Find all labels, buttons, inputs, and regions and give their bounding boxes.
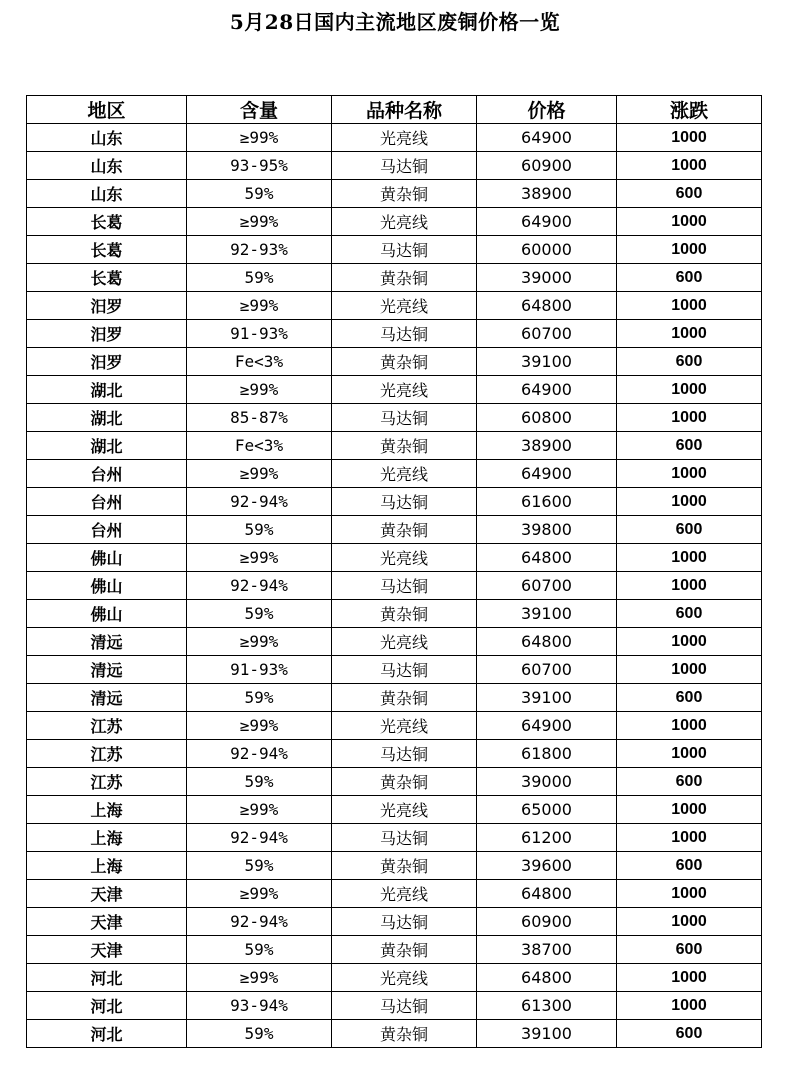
cell-region: 台州: [27, 488, 187, 516]
cell-change: 600: [617, 684, 762, 712]
cell-variety: 黄杂铜: [332, 684, 477, 712]
cell-variety: 黄杂铜: [332, 600, 477, 628]
cell-change: 1000: [617, 656, 762, 684]
header-row: [27, 96, 762, 124]
cell-variety: 光亮线: [332, 208, 477, 236]
cell-variety: 光亮线: [332, 376, 477, 404]
cell-variety: 黄杂铜: [332, 180, 477, 208]
cell-region: 清远: [27, 656, 187, 684]
cell-price: 39100: [477, 684, 617, 712]
page-title: 5月28日国内主流地区废铜价格一览: [229, 10, 561, 34]
cell-region: 清远: [27, 684, 187, 712]
cell-price: 60700: [477, 656, 617, 684]
cell-content: ≥99%: [187, 124, 332, 152]
cell-change: 1000: [617, 712, 762, 740]
cell-content: 59%: [187, 852, 332, 880]
table-row: [27, 992, 762, 1020]
table-row: [27, 320, 762, 348]
table-row: [27, 180, 762, 208]
cell-change: 600: [617, 1020, 762, 1048]
cell-content: 91-93%: [187, 656, 332, 684]
cell-content: 92-94%: [187, 824, 332, 852]
cell-change: 1000: [617, 320, 762, 348]
table-row: [27, 516, 762, 544]
header-content: 含量: [187, 96, 332, 124]
table-row: [27, 572, 762, 600]
cell-variety: 马达铜: [332, 152, 477, 180]
cell-price: 64900: [477, 460, 617, 488]
cell-content: 92-94%: [187, 908, 332, 936]
cell-price: 39100: [477, 600, 617, 628]
cell-region: 佛山: [27, 544, 187, 572]
cell-change: 1000: [617, 908, 762, 936]
cell-content: ≥99%: [187, 376, 332, 404]
cell-variety: 马达铜: [332, 404, 477, 432]
cell-content: 59%: [187, 684, 332, 712]
cell-price: 38900: [477, 432, 617, 460]
cell-variety: 马达铜: [332, 572, 477, 600]
cell-change: 1000: [617, 208, 762, 236]
cell-change: 1000: [617, 796, 762, 824]
cell-price: 60800: [477, 404, 617, 432]
table-row: [27, 852, 762, 880]
table-body: [27, 124, 762, 1048]
cell-content: ≥99%: [187, 208, 332, 236]
table-row: [27, 712, 762, 740]
cell-content: 85-87%: [187, 404, 332, 432]
cell-change: 1000: [617, 824, 762, 852]
cell-variety: 黄杂铜: [332, 1020, 477, 1048]
cell-variety: 黄杂铜: [332, 936, 477, 964]
cell-change: 1000: [617, 740, 762, 768]
cell-price: 39100: [477, 348, 617, 376]
cell-change: 600: [617, 768, 762, 796]
cell-price: 64800: [477, 880, 617, 908]
table-header: [27, 96, 762, 124]
cell-variety: 马达铜: [332, 992, 477, 1020]
cell-content: 93-95%: [187, 152, 332, 180]
cell-variety: 马达铜: [332, 236, 477, 264]
cell-variety: 黄杂铜: [332, 432, 477, 460]
cell-price: 64900: [477, 376, 617, 404]
cell-change: 1000: [617, 628, 762, 656]
cell-region: 山东: [27, 180, 187, 208]
table-row: [27, 264, 762, 292]
cell-price: 61600: [477, 488, 617, 516]
cell-price: 61300: [477, 992, 617, 1020]
cell-region: 台州: [27, 460, 187, 488]
table-row: [27, 936, 762, 964]
table-row: [27, 1020, 762, 1048]
cell-region: 清远: [27, 628, 187, 656]
cell-price: 64800: [477, 544, 617, 572]
cell-region: 河北: [27, 992, 187, 1020]
cell-change: 1000: [617, 460, 762, 488]
cell-content: Fe<3%: [187, 432, 332, 460]
table-row: [27, 964, 762, 992]
cell-content: 92-94%: [187, 488, 332, 516]
cell-price: 38900: [477, 180, 617, 208]
cell-price: 39800: [477, 516, 617, 544]
cell-change: 600: [617, 516, 762, 544]
cell-region: 湖北: [27, 404, 187, 432]
cell-price: 64900: [477, 208, 617, 236]
cell-price: 64800: [477, 964, 617, 992]
cell-price: 39000: [477, 264, 617, 292]
cell-content: ≥99%: [187, 460, 332, 488]
cell-variety: 黄杂铜: [332, 348, 477, 376]
cell-region: 汨罗: [27, 292, 187, 320]
cell-change: 1000: [617, 992, 762, 1020]
cell-variety: 光亮线: [332, 964, 477, 992]
cell-change: 600: [617, 180, 762, 208]
cell-region: 山东: [27, 152, 187, 180]
cell-content: 92-94%: [187, 740, 332, 768]
cell-variety: 马达铜: [332, 740, 477, 768]
cell-change: 600: [617, 852, 762, 880]
cell-variety: 光亮线: [332, 124, 477, 152]
cell-change: 1000: [617, 152, 762, 180]
cell-region: 汨罗: [27, 348, 187, 376]
cell-region: 长葛: [27, 264, 187, 292]
price-table: [26, 95, 762, 1048]
cell-variety: 光亮线: [332, 460, 477, 488]
cell-change: 1000: [617, 964, 762, 992]
cell-price: 64900: [477, 124, 617, 152]
cell-region: 江苏: [27, 740, 187, 768]
table-row: [27, 488, 762, 516]
cell-change: 1000: [617, 880, 762, 908]
cell-content: ≥99%: [187, 712, 332, 740]
cell-change: 600: [617, 432, 762, 460]
table-row: [27, 124, 762, 152]
cell-variety: 马达铜: [332, 320, 477, 348]
cell-content: 59%: [187, 600, 332, 628]
header-change: 涨跌: [617, 96, 762, 124]
cell-content: 92-93%: [187, 236, 332, 264]
table-row: [27, 796, 762, 824]
table-row: [27, 292, 762, 320]
cell-content: ≥99%: [187, 796, 332, 824]
cell-change: 600: [617, 936, 762, 964]
cell-variety: 光亮线: [332, 628, 477, 656]
cell-region: 佛山: [27, 600, 187, 628]
cell-price: 60700: [477, 572, 617, 600]
cell-region: 山东: [27, 124, 187, 152]
cell-region: 台州: [27, 516, 187, 544]
cell-price: 61800: [477, 740, 617, 768]
cell-variety: 黄杂铜: [332, 516, 477, 544]
cell-price: 39600: [477, 852, 617, 880]
cell-variety: 黄杂铜: [332, 264, 477, 292]
cell-variety: 光亮线: [332, 544, 477, 572]
cell-region: 上海: [27, 796, 187, 824]
cell-region: 河北: [27, 964, 187, 992]
table-row: [27, 236, 762, 264]
cell-content: ≥99%: [187, 292, 332, 320]
cell-region: 上海: [27, 852, 187, 880]
cell-variety: 黄杂铜: [332, 852, 477, 880]
cell-price: 65000: [477, 796, 617, 824]
table-row: [27, 824, 762, 852]
cell-price: 61200: [477, 824, 617, 852]
header-variety: 品种名称: [332, 96, 477, 124]
cell-change: 1000: [617, 572, 762, 600]
cell-region: 天津: [27, 908, 187, 936]
cell-change: 1000: [617, 236, 762, 264]
table-row: [27, 152, 762, 180]
table-row: [27, 740, 762, 768]
table-row: [27, 628, 762, 656]
cell-content: 59%: [187, 936, 332, 964]
cell-price: 64800: [477, 292, 617, 320]
cell-content: 91-93%: [187, 320, 332, 348]
cell-change: 1000: [617, 404, 762, 432]
cell-region: 河北: [27, 1020, 187, 1048]
cell-price: 64900: [477, 712, 617, 740]
cell-variety: 马达铜: [332, 824, 477, 852]
header-price: 价格: [477, 96, 617, 124]
table-row: [27, 348, 762, 376]
cell-variety: 光亮线: [332, 880, 477, 908]
table-row: [27, 544, 762, 572]
table-row: [27, 656, 762, 684]
table-row: [27, 460, 762, 488]
table-row: [27, 600, 762, 628]
cell-price: 60900: [477, 152, 617, 180]
table-row: [27, 432, 762, 460]
cell-region: 汨罗: [27, 320, 187, 348]
table-row: [27, 208, 762, 236]
cell-region: 江苏: [27, 768, 187, 796]
cell-region: 长葛: [27, 208, 187, 236]
cell-region: 天津: [27, 880, 187, 908]
cell-price: 39000: [477, 768, 617, 796]
cell-content: ≥99%: [187, 628, 332, 656]
cell-variety: 黄杂铜: [332, 768, 477, 796]
cell-region: 湖北: [27, 376, 187, 404]
cell-region: 江苏: [27, 712, 187, 740]
table-row: [27, 404, 762, 432]
cell-content: 59%: [187, 1020, 332, 1048]
cell-content: ≥99%: [187, 880, 332, 908]
cell-variety: 马达铜: [332, 908, 477, 936]
cell-content: 59%: [187, 516, 332, 544]
cell-region: 湖北: [27, 432, 187, 460]
cell-region: 佛山: [27, 572, 187, 600]
cell-content: 92-94%: [187, 572, 332, 600]
cell-change: 1000: [617, 488, 762, 516]
cell-price: 39100: [477, 1020, 617, 1048]
cell-content: ≥99%: [187, 964, 332, 992]
cell-change: 1000: [617, 292, 762, 320]
cell-change: 600: [617, 348, 762, 376]
cell-price: 60700: [477, 320, 617, 348]
cell-change: 1000: [617, 544, 762, 572]
table-row: [27, 908, 762, 936]
table-row: [27, 880, 762, 908]
cell-variety: 马达铜: [332, 656, 477, 684]
cell-change: 1000: [617, 124, 762, 152]
cell-price: 60000: [477, 236, 617, 264]
cell-change: 1000: [617, 376, 762, 404]
cell-variety: 光亮线: [332, 292, 477, 320]
cell-variety: 光亮线: [332, 712, 477, 740]
cell-region: 上海: [27, 824, 187, 852]
cell-price: 64800: [477, 628, 617, 656]
cell-price: 38700: [477, 936, 617, 964]
cell-region: 长葛: [27, 236, 187, 264]
cell-variety: 光亮线: [332, 796, 477, 824]
cell-content: ≥99%: [187, 544, 332, 572]
cell-change: 600: [617, 264, 762, 292]
cell-region: 天津: [27, 936, 187, 964]
cell-content: 59%: [187, 768, 332, 796]
cell-change: 600: [617, 600, 762, 628]
cell-content: Fe<3%: [187, 348, 332, 376]
cell-content: 59%: [187, 180, 332, 208]
table-row: [27, 376, 762, 404]
cell-variety: 马达铜: [332, 488, 477, 516]
cell-content: 59%: [187, 264, 332, 292]
cell-price: 60900: [477, 908, 617, 936]
header-region: 地区: [27, 96, 187, 124]
table-row: [27, 684, 762, 712]
cell-content: 93-94%: [187, 992, 332, 1020]
table-row: [27, 768, 762, 796]
